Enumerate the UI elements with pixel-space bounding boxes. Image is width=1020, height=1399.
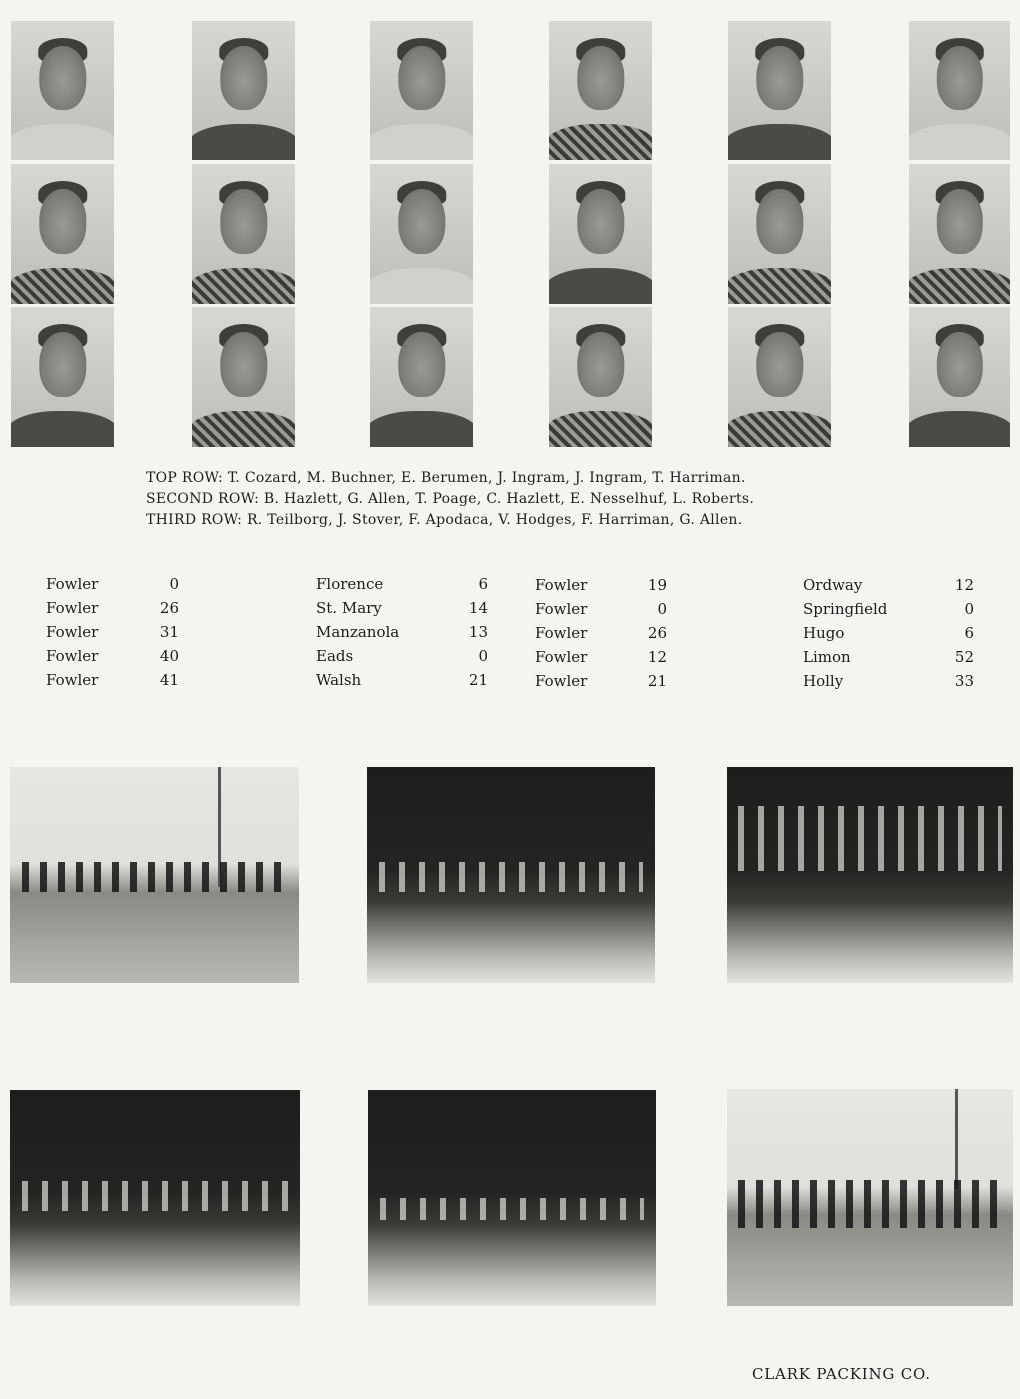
score-opponent: Florence (316, 575, 384, 593)
score-opponent: Springfield (803, 600, 888, 618)
game-photo (727, 1089, 1013, 1306)
score-opp-value: 14 (468, 599, 488, 617)
game-photo (10, 1090, 300, 1306)
score-value: 26 (647, 624, 667, 642)
score-value: 26 (159, 599, 179, 617)
score-team: Fowler (46, 647, 99, 665)
score-team: Fowler (46, 623, 99, 641)
score-opp-value: 0 (478, 647, 488, 665)
score-opp-value: 33 (954, 672, 974, 690)
score-value: 0 (169, 575, 179, 593)
score-opp-value: 6 (964, 624, 974, 642)
portrait (11, 307, 114, 447)
score-opponent: Manzanola (316, 623, 400, 641)
score-team: Fowler (535, 576, 588, 594)
game-photo (10, 767, 299, 983)
score-value: 0 (657, 600, 667, 618)
score-opp-value: 0 (964, 600, 974, 618)
score-opponent: Eads (316, 647, 354, 665)
portrait (192, 307, 295, 447)
score-opp-value: 13 (468, 623, 488, 641)
game-photo (368, 1090, 656, 1306)
score-team: Fowler (46, 599, 99, 617)
portrait (728, 164, 831, 304)
portrait (192, 164, 295, 304)
portrait (370, 164, 473, 304)
score-team: Fowler (46, 575, 99, 593)
score-opp-value: 12 (954, 576, 974, 594)
portrait (370, 307, 473, 447)
score-value: 40 (159, 647, 179, 665)
score-team: Fowler (535, 648, 588, 666)
caption-top-row: TOP ROW: T. Cozard, M. Buchner, E. Berumen, J. Ingram, J. Ingram, T. Harriman. (146, 470, 746, 486)
portrait (11, 21, 114, 160)
score-opp-value: 52 (954, 648, 974, 666)
score-value: 12 (647, 648, 667, 666)
score-team: Fowler (535, 672, 588, 690)
game-photo (367, 767, 655, 983)
score-team: Fowler (46, 671, 99, 689)
score-value: 21 (647, 672, 667, 690)
portrait (370, 21, 473, 160)
scores-right (0, 573, 1020, 703)
portrait (728, 307, 831, 447)
score-opponent: Walsh (316, 671, 362, 689)
caption-second-row: SECOND ROW: B. Hazlett, G. Allen, T. Poage, C. Hazlett, E. Nesselhuf, L. Roberts. (146, 491, 755, 507)
score-value: 41 (159, 671, 179, 689)
score-opp-value: 6 (478, 575, 488, 593)
portrait (909, 21, 1010, 160)
caption-third-row: THIRD ROW: R. Teilborg, J. Stover, F. Apodaca, V. Hodges, F. Harriman, G. Allen. (146, 512, 743, 528)
sponsor-label: CLARK PACKING CO. (752, 1365, 931, 1383)
game-photo (727, 767, 1013, 983)
score-opponent: Holly (803, 672, 844, 690)
score-team: Fowler (535, 600, 588, 618)
score-opponent: Limon (803, 648, 851, 666)
score-value: 31 (159, 623, 179, 641)
portrait (909, 164, 1010, 304)
score-opponent: Ordway (803, 576, 863, 594)
portrait (11, 164, 114, 304)
roster-captions (146, 468, 754, 531)
score-value: 19 (647, 576, 667, 594)
portrait (549, 164, 652, 304)
portrait (192, 21, 295, 160)
portrait (549, 21, 652, 160)
portrait (728, 21, 831, 160)
score-opponent: Hugo (803, 624, 845, 642)
score-opp-value: 21 (468, 671, 488, 689)
portrait (549, 307, 652, 447)
portrait (909, 307, 1010, 447)
score-opponent: St. Mary (316, 599, 382, 617)
score-team: Fowler (535, 624, 588, 642)
